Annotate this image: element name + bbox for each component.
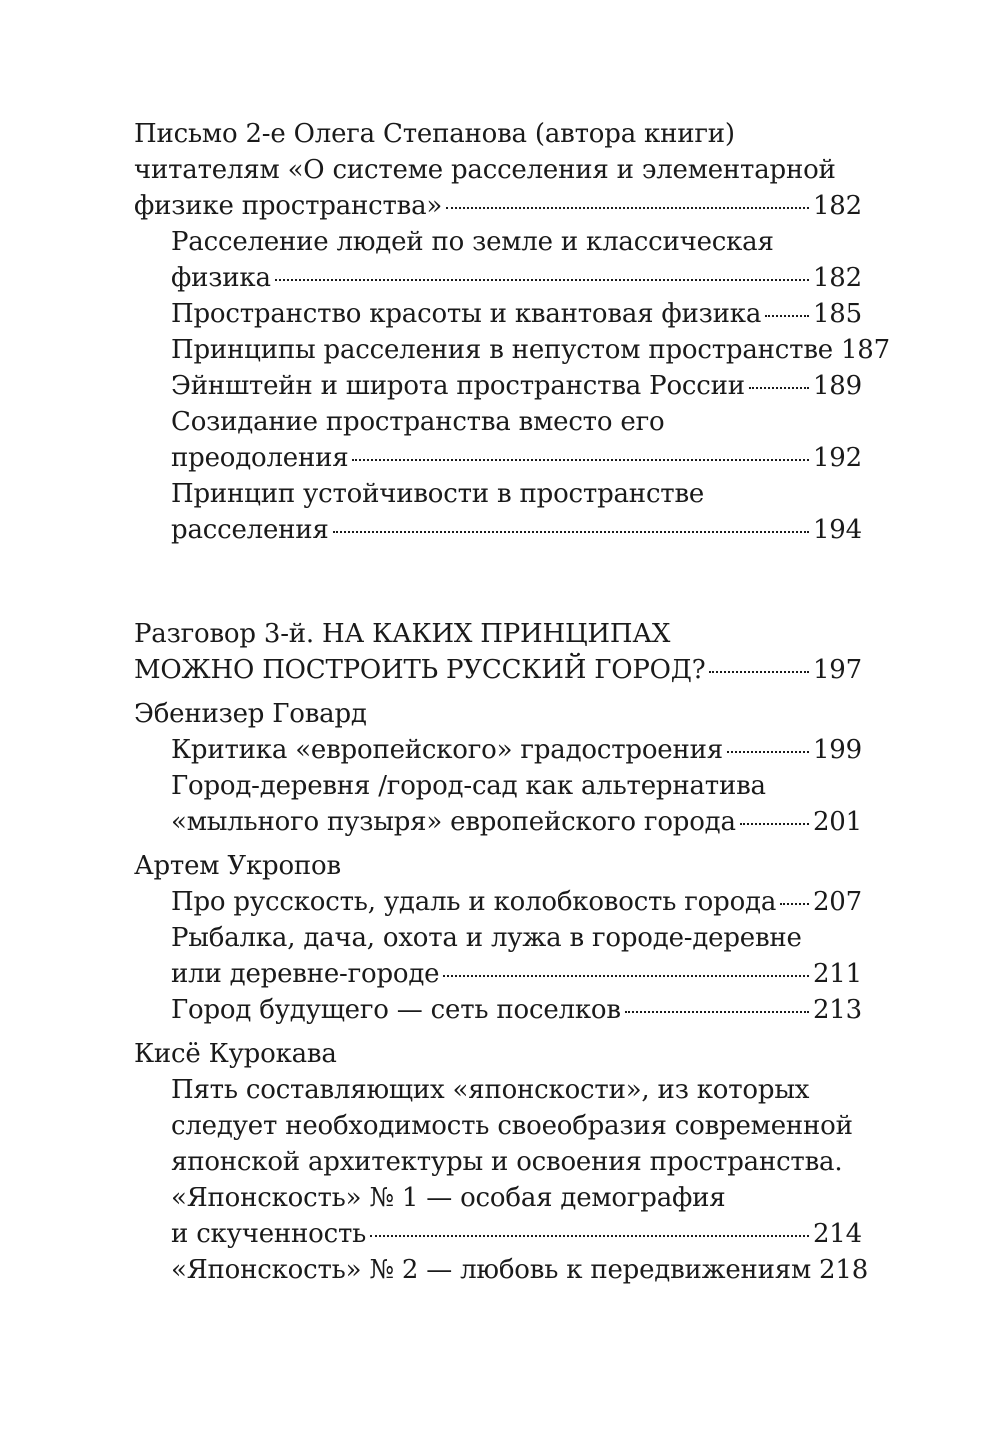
page-number: 194 bbox=[812, 515, 862, 545]
toc-subentry bbox=[171, 884, 862, 920]
toc-entry-title: читателям «О системе расселения и элементарной bbox=[134, 155, 836, 185]
page-number: 218 bbox=[819, 1255, 869, 1285]
page-number: 197 bbox=[812, 655, 862, 685]
toc-subentry-title: физика bbox=[171, 263, 271, 293]
dot-leader bbox=[780, 902, 809, 905]
toc-entry-title: Разговор 3-й. НА КАКИХ ПРИНЦИПАХ bbox=[134, 619, 671, 649]
toc-subentry bbox=[171, 368, 862, 404]
toc-subentry-title: Город-деревня /город-сад как альтернатива bbox=[171, 771, 766, 801]
toc-subentry-title: или деревне-городе bbox=[171, 959, 440, 989]
dot-leader bbox=[446, 206, 809, 209]
toc-subentry-title: Расселение людей по земле и классическая bbox=[171, 227, 774, 257]
page-number: 211 bbox=[812, 959, 862, 989]
toc-subentry-title: Пять составляющих «японскости», из которых bbox=[171, 1075, 810, 1105]
dot-leader bbox=[333, 530, 809, 533]
table-of-contents bbox=[134, 116, 890, 1288]
toc-subentry bbox=[171, 732, 862, 768]
toc-subentry bbox=[171, 1252, 869, 1288]
author-heading: Кисё Курокава bbox=[134, 1039, 337, 1069]
toc-entry-leader-line bbox=[171, 512, 862, 548]
page-number: 199 bbox=[812, 735, 862, 765]
toc-subentry bbox=[171, 224, 862, 296]
dot-leader bbox=[443, 974, 809, 977]
toc-subentry bbox=[171, 332, 890, 368]
page-number: 192 bbox=[812, 443, 862, 473]
toc-subentry-title: «мыльного пузыря» европейского города bbox=[171, 807, 736, 837]
toc-subentry bbox=[171, 992, 862, 1028]
toc-subentry-title: преодоления bbox=[171, 443, 349, 473]
toc-entry-title: физике пространства» bbox=[134, 191, 443, 221]
toc-entry-leader-line bbox=[171, 956, 862, 992]
toc-entry-letter bbox=[134, 116, 862, 224]
page-number: 214 bbox=[812, 1219, 862, 1249]
dot-leader bbox=[727, 750, 809, 753]
toc-subentry-title: «Японскость» № 2 — любовь к передвижениям bbox=[171, 1255, 812, 1285]
toc-subentries bbox=[134, 224, 890, 548]
dot-leader bbox=[749, 386, 809, 389]
page-number: 201 bbox=[812, 807, 862, 837]
toc-entry-leader-line bbox=[171, 440, 862, 476]
toc-subentry-title: следует необходимость своеобразия современной bbox=[171, 1111, 853, 1141]
toc-subentry-title: «Японскость» № 1 — особая демография bbox=[171, 1183, 726, 1213]
dot-leader bbox=[370, 1234, 809, 1237]
toc-entry-leader-line bbox=[134, 188, 862, 224]
toc-subentry-title: Эйнштейн и широта пространства России bbox=[171, 371, 745, 401]
page-number: 187 bbox=[840, 335, 890, 365]
toc-subentry bbox=[171, 920, 862, 992]
dot-leader bbox=[740, 822, 809, 825]
dot-leader bbox=[352, 458, 809, 461]
page-number: 182 bbox=[812, 191, 862, 221]
toc-subentry bbox=[171, 404, 862, 476]
toc-entry-title: Письмо 2-е Олега Степанова (автора книги) bbox=[134, 119, 735, 149]
toc-subentries bbox=[134, 732, 862, 840]
toc-subentries bbox=[134, 884, 862, 1028]
toc-entry-title: МОЖНО ПОСТРОИТЬ РУССКИЙ ГОРОД? bbox=[134, 655, 706, 685]
dot-leader bbox=[625, 1010, 809, 1013]
toc-entry-leader-line bbox=[171, 1216, 862, 1252]
page-number: 213 bbox=[812, 995, 862, 1025]
toc-entry-leader-line bbox=[171, 804, 862, 840]
dot-leader bbox=[765, 314, 809, 317]
toc-subentry-title: Критика «европейского» градостроения bbox=[171, 735, 723, 765]
toc-subentry bbox=[171, 1072, 862, 1252]
author-heading: Эбенизер Говард bbox=[134, 699, 367, 729]
toc-entry-conversation bbox=[134, 616, 862, 688]
page-number: 189 bbox=[812, 371, 862, 401]
toc-subentry-title: расселения bbox=[171, 515, 329, 545]
toc-subentry-title: японской архитектуры и освоения пространства. bbox=[171, 1147, 843, 1177]
toc-subentry-title: Пространство красоты и квантовая физика bbox=[171, 299, 762, 329]
page-number: 207 bbox=[812, 887, 862, 917]
toc-subentry-title: и скученность bbox=[171, 1219, 367, 1249]
toc-subentry-title: Город будущего — сеть поселков bbox=[171, 995, 621, 1025]
dot-leader bbox=[275, 278, 809, 281]
toc-subentry-title: Рыбалка, дача, охота и лужа в городе-деревне bbox=[171, 923, 802, 953]
toc-subentry-title: Принципы расселения в непустом пространстве bbox=[171, 335, 833, 365]
page-number: 185 bbox=[812, 299, 862, 329]
toc-subentry-title: Про русскость, удаль и колобковость города bbox=[171, 887, 777, 917]
toc-subentry bbox=[171, 296, 862, 332]
toc-subentry bbox=[171, 476, 862, 548]
toc-subentry-title: Принцип устойчивости в пространстве bbox=[171, 479, 705, 509]
page-number: 182 bbox=[812, 263, 862, 293]
toc-subentries bbox=[134, 1072, 869, 1288]
dot-leader bbox=[709, 670, 809, 673]
toc-subentry bbox=[171, 768, 862, 840]
toc-subentry-title: Созидание пространства вместо его bbox=[171, 407, 665, 437]
toc-entry-leader-line bbox=[134, 652, 862, 688]
author-heading: Артем Укропов bbox=[134, 851, 341, 881]
toc-entry-leader-line bbox=[171, 260, 862, 296]
